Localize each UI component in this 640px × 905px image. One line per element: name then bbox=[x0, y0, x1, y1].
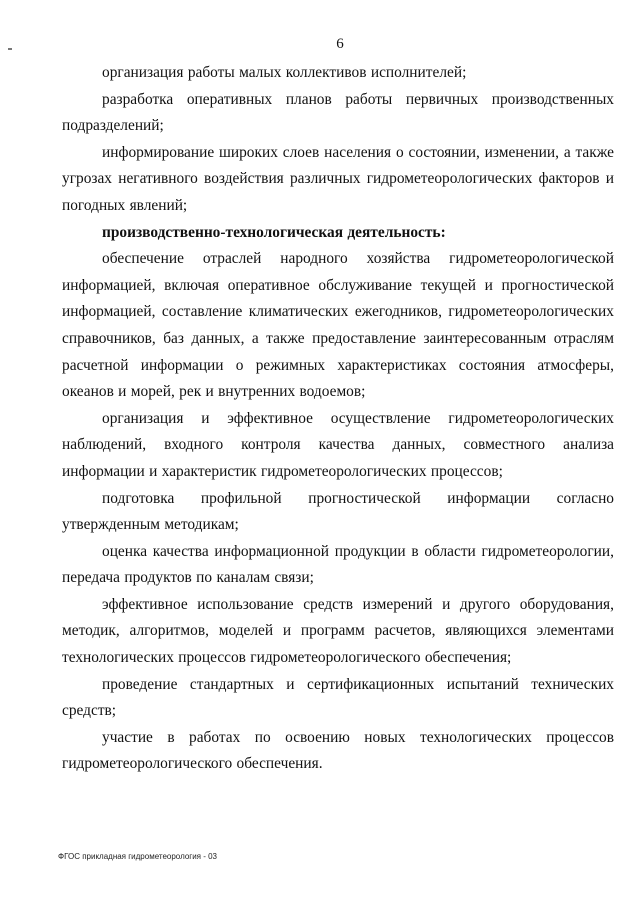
footer-label: ФГОС прикладная гидрометеорология - 03 bbox=[58, 852, 217, 861]
paragraph-9: эффективное использование средств измерений и другого оборудования, методик, алгоритмов, моделей и программ расчетов, являющихся элементами технологических процессов гидрометеорологического обеспечения; bbox=[62, 595, 614, 667]
paragraph-7: подготовка профильной прогностической информации согласно утвержденным методикам; bbox=[62, 489, 614, 534]
paragraph-3: информирование широких слоев населения о состоянии, изменении, а также угрозах негативного воздействия различных гидрометеорологических факторов и погодных явлений; bbox=[62, 143, 614, 214]
paragraph-10: проведение стандартных и сертификационных испытаний технических средств; bbox=[62, 675, 614, 720]
paragraph-8: оценка качества информационной продукции в области гидрометеорологии, передача продуктов по каналам связи; bbox=[62, 542, 614, 587]
page-number: 6 bbox=[336, 36, 344, 52]
paragraph-6: организация и эффективное осуществление гидрометеорологических наблюдений, входного контроля качества данных, совместного анализа информации и характеристик гидрометеорологических процессов; bbox=[62, 409, 614, 480]
section-heading: производственно-технологическая деятельность: bbox=[102, 223, 446, 241]
paragraph-11: участие в работах по освоению новых технологических процессов гидрометеорологического обеспечения. bbox=[62, 728, 614, 773]
paragraph-1: организация работы малых коллективов исполнителей; bbox=[102, 64, 467, 81]
paragraph-2: разработка оперативных планов работы первичных производственных подразделений; bbox=[62, 90, 614, 135]
body-text bbox=[62, 60, 614, 778]
paragraph-5: обеспечение отраслей народного хозяйства гидрометеорологической информацией, включая оперативное обслуживание текущей и прогностической информацией, составление климатических ежегодников, гидрометеорологических справочников, баз данных, а также предоставление заинтересованным отраслям расчетной информации о режимных характеристиках состояния атмосферы, океанов и морей, рек и внутренних водоемов; bbox=[62, 250, 614, 401]
